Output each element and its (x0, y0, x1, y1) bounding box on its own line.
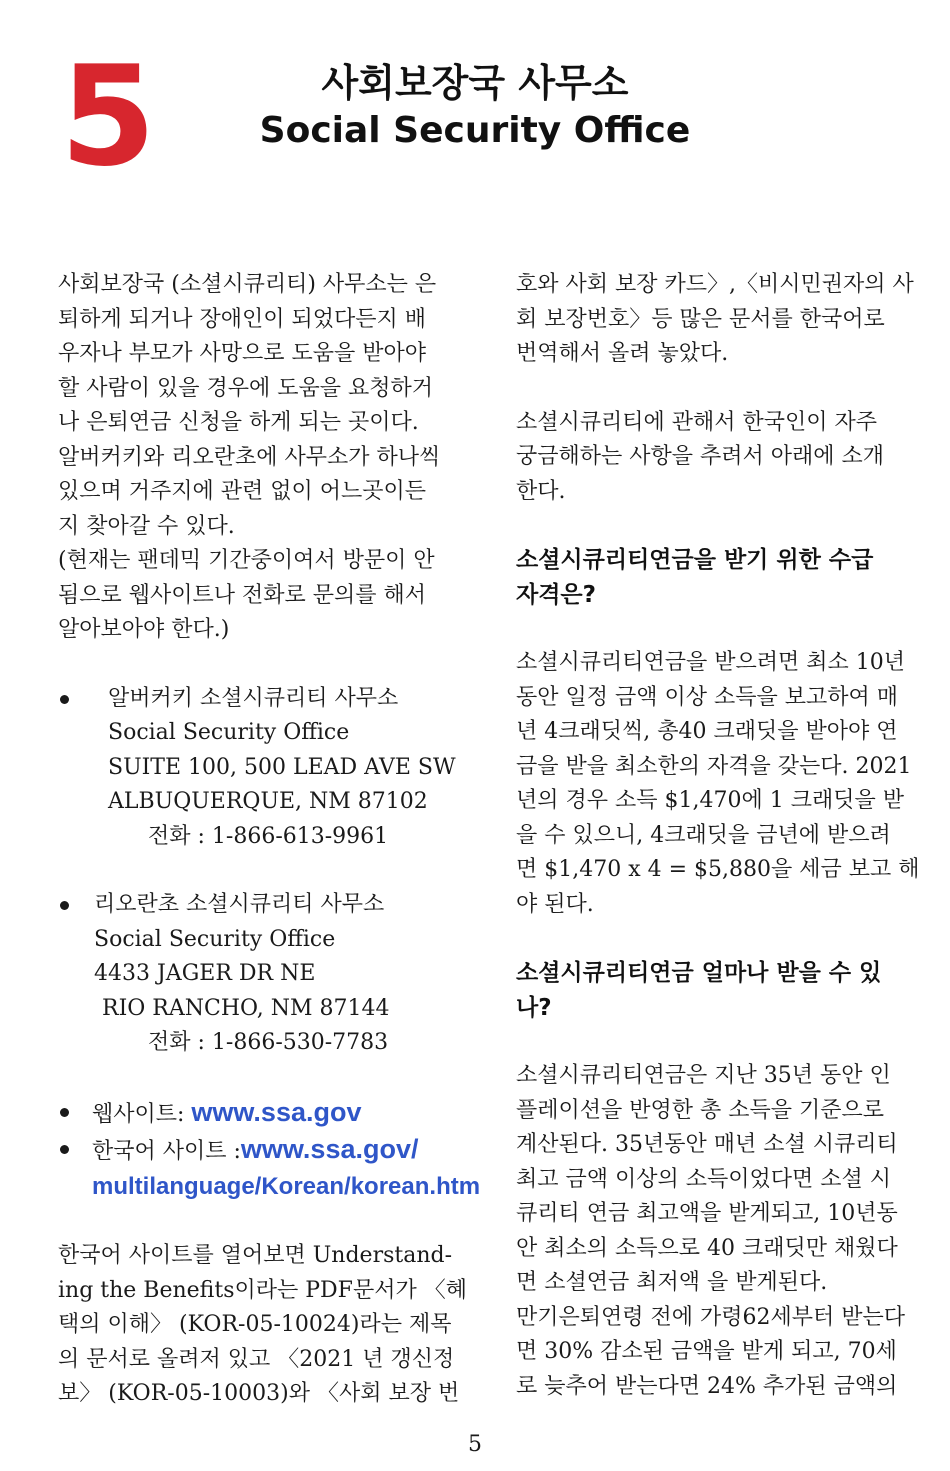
text-line: ing the Benefits이라는 PDF문서가 〈혜 (58, 1277, 467, 1303)
page-title-english: Social Security Office (259, 110, 691, 151)
faq-intro-paragraph (516, 406, 928, 510)
section-heading-amount (516, 956, 928, 1025)
text-line: 안 최소의 소득으로 40 크래딧만 채웠다 (516, 1235, 898, 1261)
eligibility-answer (516, 646, 928, 922)
heading-line: 소셜시큐리티연금 얼마나 받을 수 있 (516, 960, 882, 986)
text-line: 플레이션을 반영한 총 소득을 기준으로 (516, 1097, 885, 1123)
text-line: 만기은퇴연령 전에 가령62세부터 받는다 (516, 1304, 906, 1330)
text-line: 지 찾아갈 수 있다. (58, 513, 235, 539)
text-line: 우자나 부모가 사망으로 도움을 받아야 (58, 341, 427, 366)
text-line: 년의 경우 소득 $1,470에 1 크래딧을 받 (516, 788, 904, 813)
office-address-line1: SUITE 100, 500 LEAD AVE SW (108, 754, 456, 780)
text-line: 큐리티 연금 최고액을 받게되고, 10년동 (516, 1201, 898, 1226)
website-item (58, 1095, 470, 1133)
text-line: 년 4크래딧씩, 총40 크래딧을 받아야 연 (516, 719, 898, 744)
bullet-icon (60, 695, 69, 704)
office-phone: 전화 : 1-866-530-7783 (148, 1030, 389, 1055)
text-line: 사회보장국 (소셜시큐리티) 사무소는 은 (58, 272, 437, 297)
korean-site-label: 한국어 사이트 : (92, 1139, 241, 1164)
continued-paragraph (516, 268, 928, 372)
website-link[interactable]: www.ssa.gov (191, 1096, 362, 1127)
heading-line: 자격은? (516, 581, 596, 608)
korean-site-link-cont[interactable]: multilanguage/Korean/korean.htm (92, 1172, 481, 1200)
office-rio-rancho (58, 888, 470, 1061)
office-name: 리오란초 소셜시큐리티 사무소 (94, 892, 385, 917)
intro-paragraph (58, 268, 470, 648)
text-line: 궁금해하는 사항을 추려서 아래에 소개 (516, 444, 885, 469)
bullet-icon (60, 901, 69, 910)
text-line: 면 30% 감소된 금액을 받게 되고, 70세 (516, 1339, 897, 1364)
text-line: 금을 받을 최소한의 자격을 갖는다. 2021 (516, 753, 912, 779)
heading-line: 나? (516, 994, 552, 1021)
text-line: 한국어 사이트를 열어보면 Understand- (58, 1243, 453, 1268)
korean-site-link[interactable]: www.ssa.gov/ (240, 1134, 419, 1164)
text-line: 한다. (516, 478, 566, 504)
text-line: 됨으로 웹사이트나 전화로 문의를 해서 (58, 582, 427, 608)
chapter-number: 5 (60, 36, 153, 197)
office-address-line2: RIO RANCHO, NM 87144 (102, 995, 390, 1021)
text-line: 있으며 거주지에 관련 없이 어느곳이든 (58, 479, 427, 504)
office-label: Social Security Office (108, 720, 350, 745)
text-line: 택의 이해〉 (KOR-05-10024)라는 제목 (58, 1312, 452, 1337)
text-line: 야 된다. (516, 891, 594, 917)
amount-answer (516, 1059, 928, 1404)
office-phone: 전화 : 1-866-613-9961 (148, 823, 389, 849)
text-line: 소셜시큐리티연금은 지난 35년 동안 인 (516, 1063, 891, 1088)
text-line: 소셜시큐리티연금을 받으려면 최소 10년 (516, 650, 906, 675)
text-line: 알버커키와 리오란초에 사무소가 하나씩 (58, 444, 441, 470)
bullet-icon (60, 1145, 69, 1154)
office-address-line1: 4433 JAGER DR NE (94, 961, 316, 986)
text-line: 회 보장번호〉등 많은 문서를 한국어로 (516, 306, 885, 332)
text-line: 소셜시큐리티에 관해서 한국인이 자주 (516, 409, 878, 435)
text-line: 퇴하게 되거나 장애인이 되었다든지 배 (58, 306, 427, 332)
text-line: 의 문서로 올려저 있고 〈2021 년 갱신정 (58, 1346, 455, 1372)
heading-line: 소셜시큐리티연금을 받기 위한 수급 (516, 547, 874, 573)
text-line: 동안 일정 금액 이상 소득을 보고하여 매 (516, 684, 898, 710)
closing-paragraph (58, 1239, 470, 1412)
website-label: 웹사이트: (92, 1101, 192, 1127)
text-line: 면 $1,470 x 4 = $5,880을 세금 보고 해 (516, 857, 920, 882)
text-line: (현재는 팬데믹 기간중이여서 방문이 안 (58, 548, 435, 573)
page-number: 5 (468, 1432, 482, 1457)
korean-site-item (58, 1132, 481, 1205)
text-line: 호와 사회 보장 카드〉,〈비시민권자의 사 (516, 272, 914, 297)
section-heading-eligibility (516, 543, 928, 612)
text-line: 나 은퇴연금 신청을 하게 되는 곳이다. (58, 410, 419, 435)
page-title-korean: 사회보장국 사무소 (321, 61, 629, 105)
text-line: 계산된다. 35년동안 매년 소셜 시큐리티 (516, 1132, 898, 1157)
text-line: 번역해서 올려 놓았다. (516, 341, 729, 366)
bullet-icon (60, 1108, 69, 1117)
office-label: Social Security Office (94, 926, 336, 952)
text-line: 최고 금액 이상의 소득이었다면 소셜 시 (516, 1166, 891, 1192)
office-albuquerque (58, 682, 470, 855)
text-line: 알아보아야 한다.) (58, 617, 230, 642)
text-line: 을 수 있으니, 4크래딧을 금년에 받으려 (516, 822, 891, 848)
right-column (516, 268, 928, 1404)
text-line: 보〉 (KOR-05-10003)와 〈사회 보장 번 (58, 1381, 460, 1406)
text-line: 면 소셜연금 최저액 을 받게된다. (516, 1270, 828, 1295)
left-column (58, 268, 481, 1412)
text-line: 할 사람이 있을 경우에 도움을 요청하거 (58, 375, 433, 401)
office-name: 알버커키 소셜시큐리티 사무소 (108, 685, 399, 711)
office-address-line2: ALBUQUERQUE, NM 87102 (108, 789, 428, 814)
text-line: 로 늦추어 받는다면 24% 추가된 금액의 (516, 1373, 898, 1399)
